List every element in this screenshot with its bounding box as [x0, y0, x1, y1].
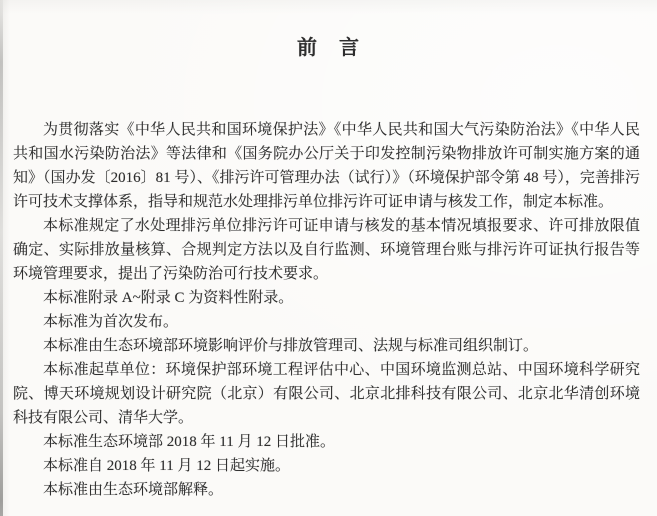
paragraph: 本标准为首次发布。 — [43, 314, 179, 330]
paragraph: 为贯彻落实《中华人民共和国环境保护法》《中华人民共和国大气污染防治法》《中华人民共和国水污染防治法》等法律和《国务院办公厅关于印发控制污染物排放许可制实施方案的通知》（国办发〔2016〕81 号）、《排污许可管理办法（试行）》（环境保护部令第 48 号），完善排污许可技术支撑体系，指导和规范水处理排污单位排污许可证申请与核发工作，制定本标准。 — [13, 122, 640, 210]
paragraph: 本标准自 2018 年 11 月 12 日起实施。 — [43, 458, 290, 474]
paragraph: 本标准由生态环境部解释。 — [43, 482, 224, 498]
page-title: 前 言 — [297, 37, 360, 59]
scan-edge-shadow — [0, 0, 3, 516]
paragraph: 本标准生态环境部 2018 年 11 月 12 日批准。 — [43, 434, 335, 450]
paragraph: 本标准规定了水处理排污单位排污许可证申请与核发的基本情况填报要求、许可排放限值确定、实际排放量核算、合规判定方法以及自行监测、环境管理台账与排污许可证执行报告等环境管理要求，提出了污染防治可行技术要求。 — [13, 218, 640, 282]
document-body — [13, 118, 640, 502]
paragraph: 本标准由生态环境部环境影响评价与排放管理司、法规与标准司组织制订。 — [43, 338, 539, 354]
paragraph: 本标准起草单位：环境保护部环境工程评估中心、中国环境监测总站、中国环境科学研究院、博天环境规划设计研究院（北京）有限公司、北京北排科技有限公司、北京北华清创环境科技有限公司、清华大学。 — [13, 362, 640, 426]
paragraph: 本标准附录 A~附录 C 为资料性附录。 — [43, 290, 294, 306]
